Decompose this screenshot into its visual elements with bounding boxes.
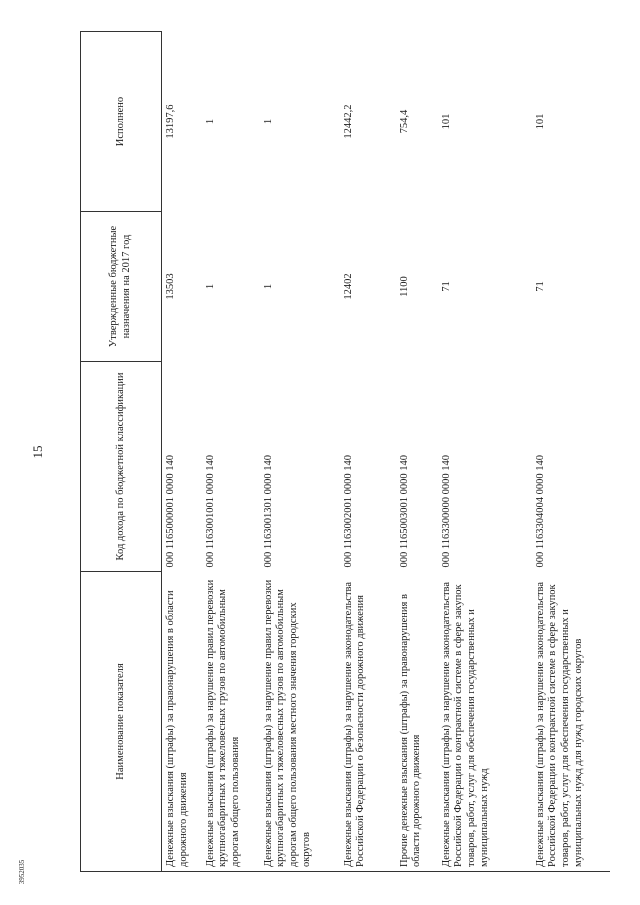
header-executed: Исполнено bbox=[81, 32, 162, 212]
table-row bbox=[260, 32, 340, 872]
row-name: Денежные взыскания (штрафы) за правонарушения в области дорожного движения bbox=[165, 590, 189, 867]
row-code: 000 1165000001 0000 140 bbox=[165, 455, 176, 568]
row-code: 000 1165003001 0000 140 bbox=[398, 455, 410, 568]
page-number: 15 bbox=[30, 445, 45, 459]
row-code: 000 1163001301 0000 140 bbox=[262, 455, 274, 568]
table-header-row bbox=[81, 32, 162, 872]
table-row bbox=[396, 32, 438, 872]
table-row bbox=[532, 32, 610, 872]
row-executed: 101 bbox=[534, 113, 546, 130]
rotated-table-container bbox=[80, 32, 600, 872]
row-code: 000 1163304004 0000 140 bbox=[534, 455, 546, 568]
row-name: Денежные взыскания (штрафы) за нарушение законодательства Российской Федерации о безопасности дорожного движения bbox=[342, 581, 367, 867]
row-code: 000 1163001001 0000 140 bbox=[204, 455, 216, 568]
row-executed: 12442,2 bbox=[342, 104, 354, 139]
row-code: 000 1163300000 0000 140 bbox=[440, 455, 452, 568]
row-approved: 1 bbox=[262, 283, 274, 290]
row-code: 000 1163002001 0000 140 bbox=[342, 455, 354, 568]
row-executed: 754,4 bbox=[398, 109, 410, 134]
table-row bbox=[202, 32, 260, 872]
row-name: Прочие денежные взыскания (штрафы) за правонарушения в области дорожного движения bbox=[398, 594, 423, 867]
row-approved: 13503 bbox=[165, 273, 176, 300]
row-name: Денежные взыскания (штрафы) за нарушение правил перевозки крупногабаритных и тяжеловесных грузов по автомобильным дорогам общего пользования bbox=[204, 579, 242, 867]
row-approved: 71 bbox=[440, 281, 452, 292]
table-row bbox=[438, 32, 532, 872]
row-approved: 1 bbox=[204, 283, 216, 290]
row-name: Денежные взыскания (штрафы) за нарушение законодательства Российской Федерации о контрактной системе в сфере закупок товаров, работ, услуг для обеспечения государственных и муниципальных нужд bbox=[440, 581, 490, 867]
row-executed: 1 bbox=[204, 118, 216, 125]
row-approved: 1100 bbox=[398, 276, 410, 297]
row-executed: 101 bbox=[440, 113, 452, 130]
table-row bbox=[340, 32, 396, 872]
row-approved: 12402 bbox=[342, 273, 354, 300]
row-name: Денежные взыскания (штрафы) за нарушение законодательства Российской Федерации о контрактной системе в сфере закупок товаров, работ, услуг для обеспечения государственных и муниципальных нужд для нужд городских округов bbox=[534, 581, 584, 867]
row-executed: 1 bbox=[262, 118, 274, 125]
header-name: Наименование показателя bbox=[81, 572, 162, 872]
header-approved: Утвержденные бюджетные назначения на 2017 год bbox=[81, 212, 162, 362]
document-code: 3952035 bbox=[18, 859, 26, 885]
row-name: Денежные взыскания (штрафы) за нарушение правил перевозки крупногабаритных и тяжеловесных грузов по автомобильным дорогам общего пользования местного значения городских округов bbox=[262, 579, 312, 867]
budget-revenue-table bbox=[80, 31, 610, 872]
header-code: Код дохода по бюджетной классификации bbox=[81, 362, 162, 572]
row-approved: 71 bbox=[534, 281, 546, 292]
table-row bbox=[162, 32, 202, 872]
row-executed: 13197,6 bbox=[165, 104, 176, 139]
